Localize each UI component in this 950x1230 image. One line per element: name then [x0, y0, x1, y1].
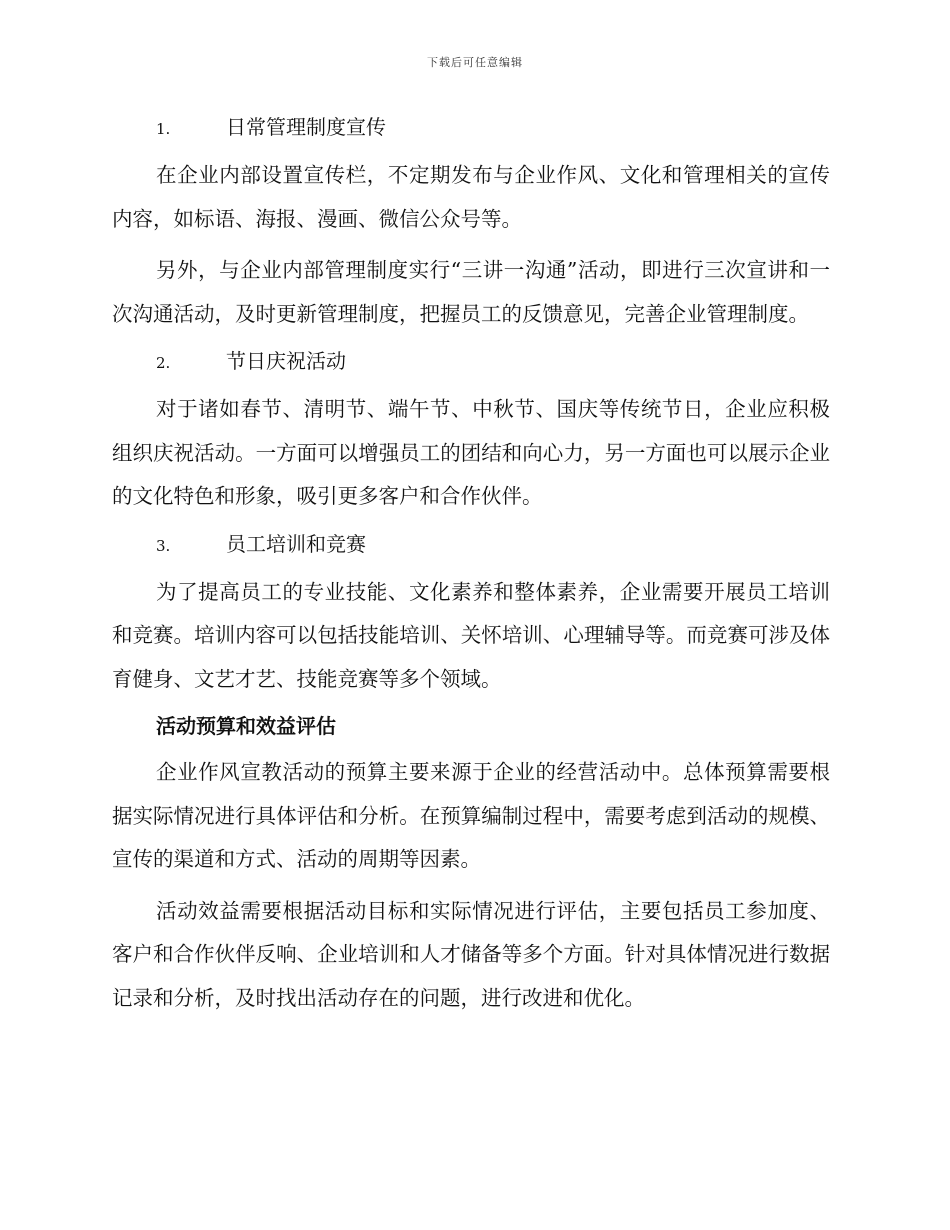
item-title: 节日庆祝活动: [226, 349, 346, 373]
item-heading-1: [112, 110, 830, 146]
document-body: [112, 110, 830, 1028]
item-title: 员工培训和竞赛: [226, 531, 366, 556]
paragraph: 另外，与企业内部管理制度实行“三讲一沟通”活动，即进行三次宣讲和一次沟通活动，及时更新管理制度，把握员工的反馈意见，完善企业管理制度。: [112, 258, 830, 326]
item-number: 3.: [156, 536, 171, 555]
paragraph: 对于诸如春节、清明节、端午节、中秋节、国庆等传统节日，企业应积极组织庆祝活动。一方面可以增强员工的团结和向心力，另一方面也可以展示企业的文化特色和形象，吸引更多客户和合作伙伴。: [112, 397, 830, 508]
paragraph: 企业作风宣教活动的预算主要来源于企业的经营活动中。总体预算需要根据实际情况进行具体评估和分析。在预算编制过程中，需要考虑到活动的规模、宣传的渠道和方式、活动的周期等因素。: [112, 760, 830, 871]
section-heading: 活动预算和效益评估: [156, 714, 336, 738]
paragraph: 为了提高员工的专业技能、文化素养和整体素养，企业需要开展员工培训和竞赛。培训内容可以包括技能培训、关怀培训、心理辅导等。而竞赛可涉及体育健身、文艺才艺、技能竞赛等多个领域。: [112, 579, 830, 691]
item-number: 2.: [156, 354, 171, 372]
paragraph: 活动效益需要根据活动目标和实际情况进行评估，主要包括员工参加度、客户和合作伙伴反响、企业培训和人才储备等多个方面。针对具体情况进行数据记录和分析，及时找出活动存在的问题，进行改进和优化。: [112, 898, 830, 1010]
item-heading-2: [112, 344, 830, 380]
item-heading-3: [112, 527, 830, 563]
paragraph: 在企业内部设置宣传栏，不定期发布与企业作风、文化和管理相关的宣传内容，如标语、海报、漫画、微信公众号等。: [112, 163, 830, 231]
item-title: 日常管理制度宣传: [226, 115, 386, 139]
item-number: 1.: [156, 120, 171, 138]
page-header: 下载后可任意编辑: [427, 56, 523, 69]
